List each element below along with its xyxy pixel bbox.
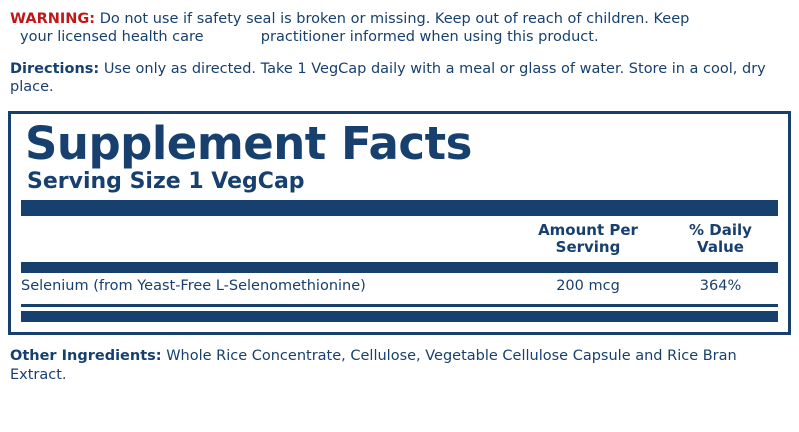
nutrient-name: Selenium (from Yeast-Free L-Selenomethionine) <box>21 278 366 295</box>
supplement-facts-title: Supplement Facts <box>25 116 472 170</box>
daily-header-line1: % Daily <box>689 220 752 239</box>
divider-thin <box>21 304 778 307</box>
directions-text: Use only as directed. Take 1 VegCap daily with a meal or glass of water. Store in a cool, dry place. <box>10 61 766 96</box>
nutrient-daily-value: 364% <box>699 278 742 295</box>
serving-size: Serving Size 1 VegCap <box>27 168 305 194</box>
amount-header-line2: Serving <box>555 238 621 256</box>
daily-header-line2: Value <box>697 238 744 256</box>
warning-text-line1: Do not use if safety seal is broken or missing. Keep out of reach of children. Keep <box>99 11 690 27</box>
warning-text-line2a: your licensed health care <box>20 29 204 46</box>
divider-bottom <box>21 311 778 322</box>
divider-medium <box>21 262 778 273</box>
table-row <box>21 273 778 299</box>
directions-label: Directions: <box>10 61 100 78</box>
column-header-daily-value <box>663 222 778 257</box>
warning-label: WARNING: <box>10 11 96 27</box>
warning-text-line2b: practitioner informed when using this product. <box>260 29 599 46</box>
other-ingredients-label: Other Ingredients: <box>10 348 162 365</box>
amount-header-line1: Amount Per <box>538 220 638 239</box>
other-ingredients-block <box>8 335 791 385</box>
supplement-facts-header-row <box>21 216 778 259</box>
other-ingredients-text: Whole Rice Concentrate, Cellulose, Vegetable Cellulose Capsule and Rice Bran Extract. <box>10 348 737 384</box>
column-header-amount-per-serving <box>513 222 663 257</box>
warning-text-line2 <box>10 28 789 46</box>
nutrient-amount: 200 mcg <box>556 278 620 295</box>
supplement-facts-panel <box>8 111 791 336</box>
divider-thick-top <box>21 200 778 216</box>
warning-block <box>8 0 791 46</box>
directions-block <box>8 46 791 96</box>
